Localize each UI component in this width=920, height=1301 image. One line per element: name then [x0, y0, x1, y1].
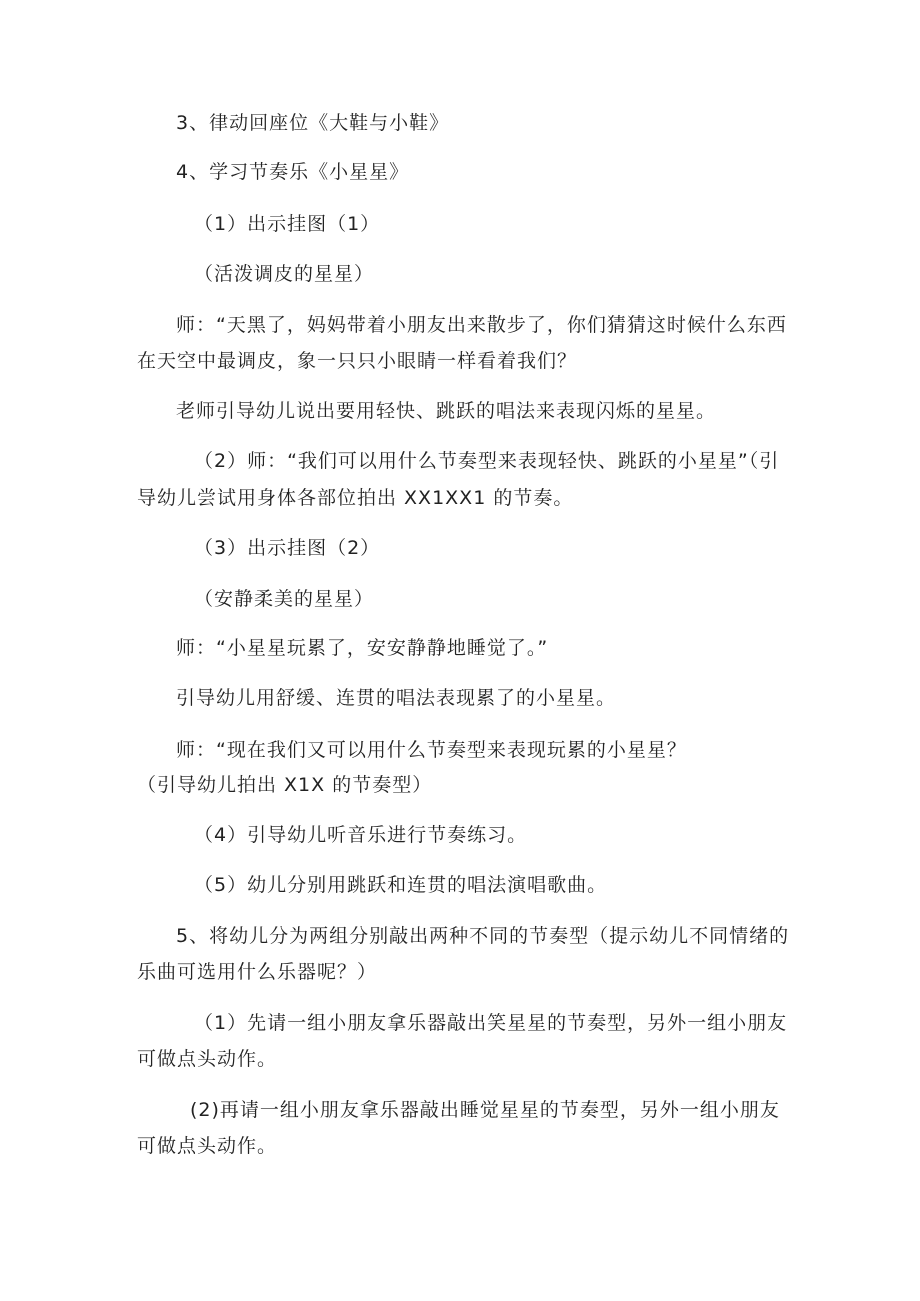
sub-step-2: （2）师：“我们可以用什么节奏型来表现轻快、跳跃的小星星”（引 [194, 450, 780, 472]
step-3-heading: 3、律动回座位《大鞋与小鞋》 [176, 112, 450, 134]
sub-step-1: （1）出示挂图（1） [194, 213, 381, 235]
teacher-line-3: 师：“现在我们又可以用什么节奏型来表现玩累的小星星？ [176, 739, 687, 761]
sub-step-1-note: （活泼调皮的星星） [194, 263, 375, 285]
sub-step-2-cont: 导幼儿尝试用身体各部位拍出 XX1XX1 的节奏。 [137, 487, 574, 509]
sub-step-3: （3）出示挂图（2） [194, 537, 381, 559]
guide-line-1: 老师引导幼儿说出要用轻快、跳跃的唱法来表现闪烁的星星。 [176, 400, 717, 422]
sub-step-5: （5）幼儿分别用跳跃和连贯的唱法演唱歌曲。 [194, 874, 608, 896]
teacher-line-2: 师：“小星星玩累了，安安静静地睡觉了。” [176, 637, 549, 659]
step-4-heading: 4、学习节奏乐《小星星》 [176, 161, 410, 183]
teacher-line-1-cont: 在天空中最调皮，象一只只小眼睛一样看着我们？ [137, 350, 578, 372]
step-5-sub-2-cont: 可做点头动作。 [137, 1135, 278, 1157]
step-5-sub-2: (2)再请一组小朋友拿乐器敲出睡觉星星的节奏型，另外一组小朋友 [190, 1099, 780, 1121]
step-5-sub-1: （1）先请一组小朋友拿乐器敲出笑星星的节奏型，另外一组小朋友 [194, 1012, 788, 1034]
sub-step-3-note: （安静柔美的星星） [194, 588, 375, 610]
step-5-sub-1-cont: 可做点头动作。 [137, 1048, 278, 1070]
sub-step-4: （4）引导幼儿听音乐进行节奏练习。 [194, 824, 528, 846]
teacher-line-1: 师：“天黑了，妈妈带着小朋友出来散步了，你们猜猜这时候什么东西 [176, 314, 787, 336]
teacher-line-3-cont: （引导幼儿拍出 X1X 的节奏型） [137, 774, 433, 796]
step-5-heading-cont: 乐曲可选用什么乐器呢？） [137, 961, 378, 983]
step-5-heading: 5、将幼儿分为两组分别敲出两种不同的节奏型（提示幼儿不同情绪的 [176, 925, 790, 947]
guide-line-2: 引导幼儿用舒缓、连贯的唱法表现累了的小星星。 [176, 687, 617, 709]
